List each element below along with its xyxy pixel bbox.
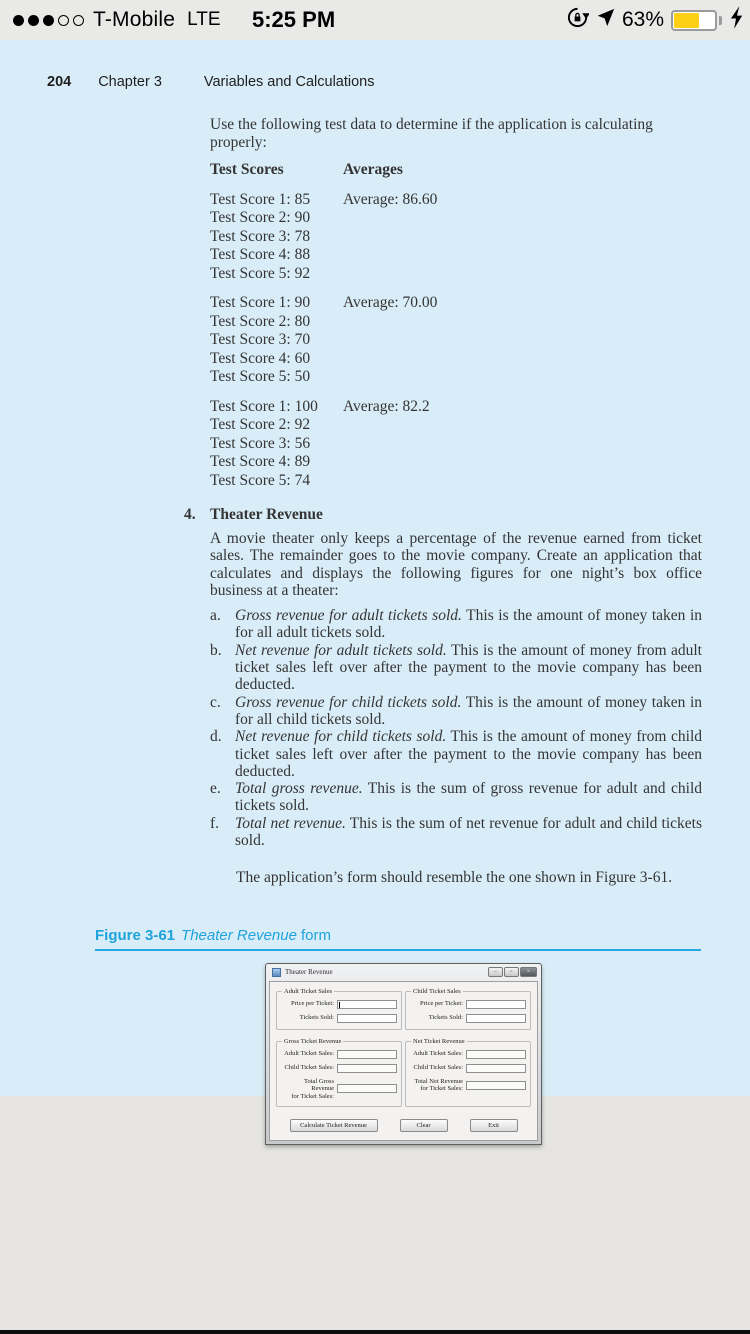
field-row [410, 1000, 526, 1009]
adult-ticket-sales-group [276, 987, 402, 1030]
battery-fill [674, 13, 699, 28]
score-cell: Test Score 5: 50 [210, 368, 311, 385]
exercise-title: Theater Revenue [210, 506, 323, 523]
item-rest: This is the amount of money taken in for all child tickets sold. [235, 693, 703, 728]
table-row [210, 294, 702, 313]
item-rest: This is the amount of money from child ticket sales left over after the payment to the movie company has been deducted. [235, 728, 703, 780]
item-letter: e. [210, 780, 221, 798]
signal-strength-icon [13, 15, 88, 26]
field-row [281, 1064, 397, 1073]
item-text [235, 642, 702, 694]
item-text [235, 728, 702, 780]
maximize-icon: ▫ [504, 967, 519, 977]
status-left-cluster [13, 0, 221, 40]
gross-child-textbox [337, 1064, 397, 1073]
signal-dot [58, 15, 69, 26]
revenue-row [270, 1030, 537, 1107]
field-label: Price per Ticket: [291, 1000, 334, 1008]
group-label: Net Ticket Revenue [413, 1037, 465, 1045]
bottom-edge-bar [0, 1330, 750, 1334]
signal-dot [13, 15, 24, 26]
ticket-sales-row [270, 982, 537, 1030]
item-lead: Total net revenue. [235, 814, 346, 832]
field-row [410, 1050, 526, 1059]
item-letter: b. [210, 641, 222, 659]
item-rest: This is the amount of money taken in for all adult tickets sold. [235, 607, 702, 642]
table-row [210, 435, 702, 454]
gross-ticket-revenue-group [276, 1037, 402, 1107]
net-total-textbox [466, 1081, 526, 1090]
table-row [210, 331, 702, 350]
figure-image-theater-revenue-form [265, 963, 542, 1145]
score-cell: Test Score 4: 60 [210, 349, 311, 367]
form-client-area [269, 981, 538, 1141]
table-row [210, 453, 702, 472]
exercise-number: 4. [184, 506, 196, 523]
clear-button: Clear [400, 1119, 448, 1132]
score-cell: Test Score 1: 100 [210, 397, 318, 415]
carrier-name: T-Mobile [93, 8, 176, 31]
item-text [235, 780, 702, 815]
gross-adult-textbox [337, 1050, 397, 1059]
table-row [210, 398, 702, 417]
table-row [210, 246, 702, 265]
status-right-cluster [566, 0, 744, 40]
field-row [410, 1078, 526, 1093]
battery-percent: 63% [621, 8, 664, 31]
battery-icon [671, 10, 717, 31]
page-header [47, 40, 750, 90]
field-row [281, 1050, 397, 1059]
item-lead: Gross revenue for adult tickets sold. [235, 607, 462, 625]
close-icon: × [520, 967, 537, 977]
group-label: Adult Ticket Sales [284, 987, 333, 995]
net-child-textbox [466, 1064, 526, 1073]
figure-title: Theater Revenue [181, 926, 297, 944]
table-header-row [210, 161, 702, 180]
field-label: Child Ticket Sales: [284, 1064, 334, 1072]
exercise-item [210, 642, 702, 694]
field-label: Tickets Sold: [428, 1014, 463, 1022]
score-cell: Test Score 4: 88 [210, 246, 311, 263]
table-row [210, 313, 702, 332]
score-cell: Test Score 2: 92 [210, 416, 311, 433]
field-label: Adult Ticket Sales: [413, 1050, 463, 1058]
item-lead: Net revenue for child tickets sold. [235, 728, 447, 746]
table-row [210, 472, 702, 491]
exercise-4 [184, 506, 702, 887]
item-text [235, 694, 702, 729]
form-window [265, 963, 542, 1145]
field-row [281, 1078, 397, 1100]
table-row [210, 209, 702, 228]
score-cell: Test Score 3: 70 [210, 331, 311, 348]
item-letter: f. [210, 814, 220, 832]
test-data-table [210, 161, 702, 490]
page-number: 204 [47, 74, 72, 90]
table-row [210, 228, 702, 247]
group-label: Child Ticket Sales [413, 987, 461, 995]
field-row [281, 1014, 397, 1023]
body-content [210, 116, 702, 490]
exit-button: Exit [470, 1119, 518, 1132]
score-group-3 [210, 398, 702, 491]
exercise-item [210, 815, 702, 850]
app-icon [272, 968, 281, 977]
exercise-intro: A movie theater only keeps a percentage of the revenue earned from ticket sales. The remainder goes to the movie company. Create an application that calculates and displays the following figures for one night’s box office business at a theater: [210, 530, 702, 599]
signal-dot [43, 15, 54, 26]
table-row [210, 191, 702, 210]
field-label: Total Net Revenue for Ticket Sales: [414, 1077, 463, 1093]
item-lead: Gross revenue for child tickets sold. [235, 693, 462, 711]
chapter-title: Variables and Calculations [203, 74, 375, 90]
orientation-lock-icon [566, 6, 589, 34]
field-label: Adult Ticket Sales: [284, 1050, 334, 1058]
score-cell: Test Score 5: 92 [210, 264, 311, 282]
form-window-title: Theater Revenue [285, 968, 333, 977]
item-rest: This is the sum of gross revenue for adult and child tickets sold. [235, 780, 702, 815]
ebook-page [0, 40, 750, 1129]
average-cell: Average: 70.00 [343, 294, 438, 311]
text-caret [339, 1002, 340, 1008]
item-rest: This is the sum of net revenue for adult and child tickets sold. [235, 814, 702, 850]
item-lead: Total gross revenue. [235, 780, 363, 798]
figure-title-suffix: form [300, 926, 331, 944]
table-row [210, 416, 702, 435]
score-cell: Test Score 1: 90 [210, 294, 311, 311]
signal-dot [73, 15, 84, 26]
field-row [410, 1064, 526, 1073]
status-bar [0, 0, 750, 40]
item-lead: Net revenue for adult tickets sold. [235, 641, 447, 659]
item-letter: a. [210, 607, 221, 625]
field-label: Tickets Sold: [299, 1014, 334, 1022]
minimize-icon: – [488, 967, 503, 977]
score-cell: Test Score 5: 74 [210, 471, 311, 489]
item-rest: This is the amount of money from adult ticket sales left over after the payment to the movie company has been deducted. [235, 641, 702, 694]
gross-total-textbox [337, 1084, 397, 1093]
field-row [410, 1014, 526, 1023]
column-header-averages: Averages [343, 161, 403, 178]
figure-label: Figure 3-61 [95, 926, 176, 944]
exercise-body [210, 530, 702, 887]
item-letter: c. [210, 693, 221, 711]
figure-caption [95, 927, 750, 944]
window-controls [488, 967, 537, 977]
adult-price-textbox [337, 1000, 397, 1009]
table-row [210, 368, 702, 387]
field-label: Price per Ticket: [420, 1000, 463, 1008]
clock-time: 5:25 PM [252, 7, 336, 32]
signal-dot [28, 15, 39, 26]
item-text [235, 815, 702, 850]
form-button-row [270, 1119, 537, 1132]
average-cell: Average: 82.2 [343, 397, 430, 415]
network-type: LTE [187, 9, 221, 30]
score-cell: Test Score 3: 78 [210, 227, 311, 245]
chapter-label: Chapter 3 [98, 74, 162, 90]
form-title-bar [269, 964, 538, 981]
exercise-item [210, 780, 702, 815]
field-row [281, 1000, 397, 1009]
score-group-2 [210, 294, 702, 387]
field-label: Total Gross Revenue for Ticket Sales: [291, 1077, 334, 1100]
score-group-1 [210, 191, 702, 284]
net-adult-textbox [466, 1050, 526, 1059]
exercise-item [210, 694, 702, 729]
child-ticket-sales-group [405, 987, 531, 1030]
calculate-ticket-revenue-button: Calculate Ticket Revenue [290, 1119, 378, 1132]
average-cell: Average: 86.60 [343, 190, 438, 208]
location-arrow-icon [596, 8, 615, 32]
battery-cap [719, 16, 722, 25]
score-cell: Test Score 3: 56 [210, 434, 311, 452]
charging-bolt-icon [729, 6, 744, 34]
figure-rule [95, 949, 701, 951]
exercise-item-list [210, 607, 702, 849]
test-data-intro: Use the following test data to determine if the application is calculating properly: [210, 116, 653, 151]
exercise-item [210, 607, 702, 642]
table-row [210, 265, 702, 284]
item-letter: d. [210, 728, 222, 746]
field-label: Child Ticket Sales: [413, 1064, 463, 1072]
exercise-closing: The application’s form should resemble the one shown in Figure 3-61. [236, 869, 673, 887]
score-cell: Test Score 4: 89 [210, 453, 311, 470]
table-row [210, 350, 702, 369]
score-cell: Test Score 2: 80 [210, 312, 311, 330]
item-text [235, 607, 702, 642]
group-label: Gross Ticket Revenue [284, 1037, 342, 1045]
adult-sold-textbox [337, 1014, 397, 1023]
exercise-heading [184, 506, 702, 524]
column-header-scores: Test Scores [210, 161, 284, 178]
score-cell: Test Score 2: 90 [210, 209, 311, 226]
child-sold-textbox [466, 1014, 526, 1023]
exercise-item [210, 728, 702, 780]
score-cell: Test Score 1: 85 [210, 190, 311, 208]
child-price-textbox [466, 1000, 526, 1009]
net-ticket-revenue-group [405, 1037, 531, 1107]
